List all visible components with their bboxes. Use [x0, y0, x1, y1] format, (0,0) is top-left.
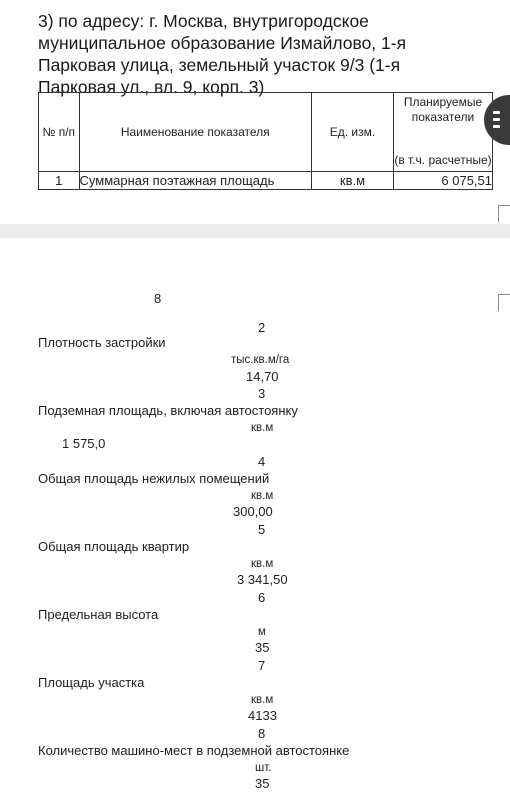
item-value: 300,00 [233, 504, 273, 519]
item-value: 35 [255, 640, 270, 655]
item-unit: кв.м [251, 694, 274, 706]
item-num: 8 [258, 726, 266, 741]
table-row [39, 172, 493, 190]
scroll-handle-bottom[interactable] [498, 294, 510, 311]
item-num: 7 [258, 658, 266, 673]
item-unit: м [258, 626, 266, 638]
item-unit: шт. [255, 762, 272, 774]
item-label: Площадь участка [38, 675, 145, 690]
item-num: 5 [258, 522, 266, 537]
table-header-row [39, 93, 493, 172]
indicators-list [0, 238, 510, 800]
header-planned [393, 93, 492, 172]
item-label: Предельная высота [38, 607, 159, 622]
address-heading [38, 10, 478, 98]
item-unit: тыс.кв.м/га [231, 354, 290, 366]
row-name: Суммарная поэтажная площадь [79, 172, 311, 190]
item-label: Плотность застройки [38, 335, 166, 350]
item-unit: кв.м [251, 490, 274, 502]
header-planned-bottom: (в т.ч. расчетные) [394, 153, 492, 167]
list-item-number: 8 [154, 291, 162, 306]
section-divider [0, 224, 510, 238]
heading-lead: 3) по адресу: [38, 11, 150, 31]
item-num: 3 [258, 386, 266, 401]
row-num: 1 [39, 172, 80, 190]
metrics-table [38, 92, 493, 190]
header-planned-top: Планируемые показатели [403, 95, 483, 124]
document-top-section [0, 0, 510, 224]
item-value: 3 341,50 [237, 572, 288, 587]
header-name: Наименование показателя [79, 93, 311, 172]
heading-address: г. Москва, внутригородское муниципальное образование Измайлово, 1-я Парковая улица, земельный участок 9/3 (1-я Парковая ул., вл. 9, корп. 3) [38, 11, 407, 97]
header-unit: Ед. изм. [311, 93, 393, 172]
item-label: Общая площадь квартир [38, 539, 190, 554]
scroll-handle-top[interactable] [498, 205, 510, 222]
item-label: Количество машино-мест в подземной автостоянке [38, 743, 350, 758]
item-label: Подземная площадь, включая автостоянку [38, 403, 298, 418]
item-num: 4 [258, 454, 266, 469]
item-value: 1 575,0 [62, 436, 106, 451]
item-value: 35 [255, 776, 270, 791]
item-unit: кв.м [251, 558, 274, 570]
item-label: Общая площадь нежилых помещений [38, 471, 270, 486]
item-value: 14,70 [246, 369, 279, 384]
header-num: № п/п [39, 93, 80, 172]
item-unit: кв.м [251, 422, 274, 434]
item-num: 6 [258, 590, 266, 605]
item-value: 4133 [248, 708, 277, 723]
row-value: 6 075,51 [393, 172, 492, 190]
item-num: 2 [258, 320, 266, 335]
row-unit: кв.м [311, 172, 393, 190]
